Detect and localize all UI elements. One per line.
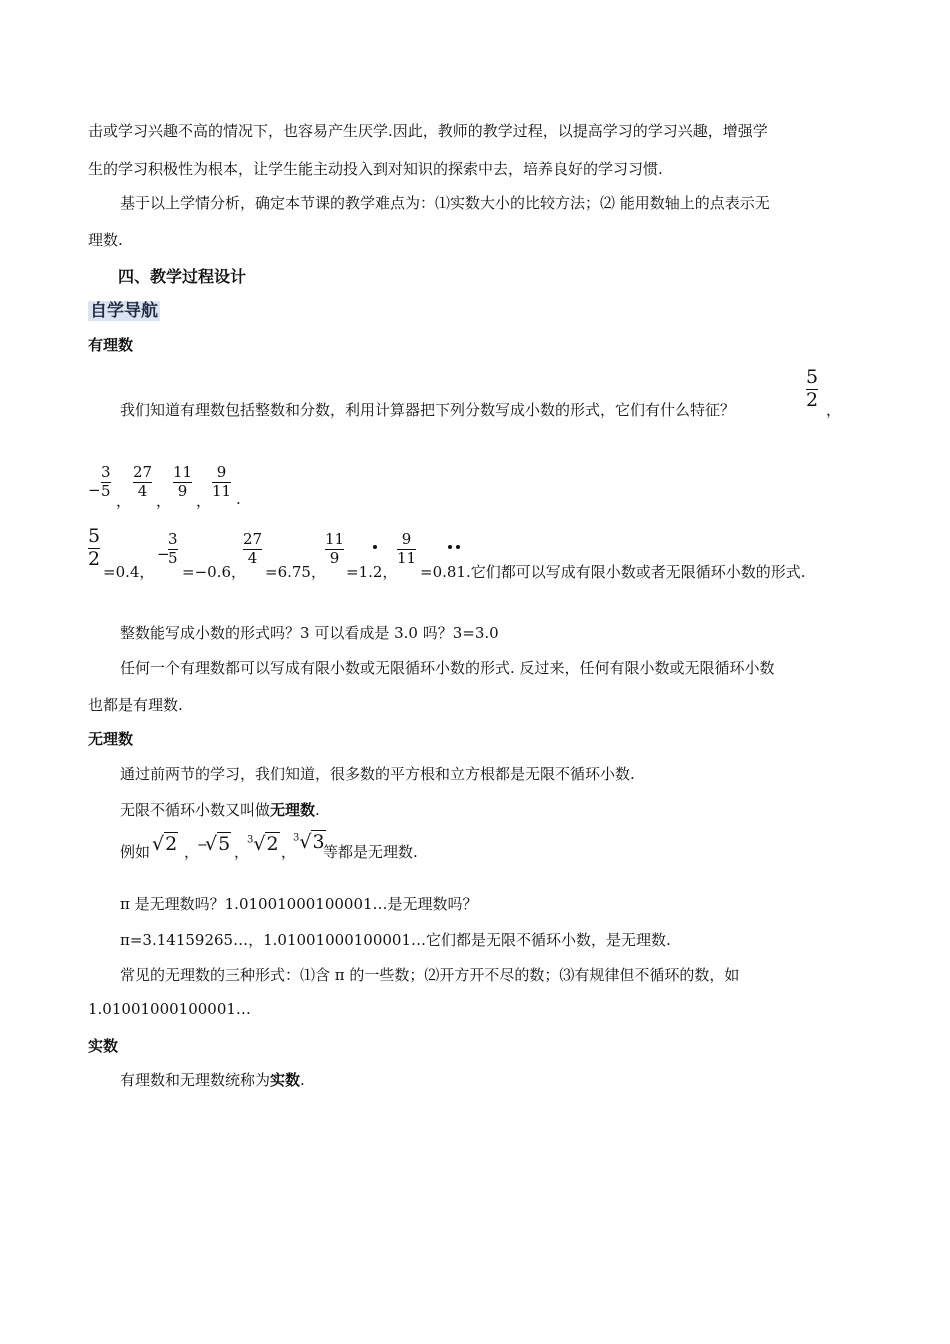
denominator: 9 (329, 548, 340, 567)
paragraph-line: 理数. (88, 231, 123, 249)
radicand: 5 (218, 833, 231, 855)
integer-question: 整数能写成小数的形式吗？3 可以看成是 3.0 吗？3=3.0 (120, 624, 499, 642)
fraction-5-2 (806, 368, 818, 411)
pi-question: π 是无理数吗？1.01001000100001…是无理数吗？ (120, 895, 478, 913)
denominator: 2 (88, 547, 101, 570)
definition-suffix: . (315, 801, 320, 819)
fraction-3-5 (101, 465, 111, 500)
result: =−0.6， (182, 563, 246, 581)
radicand: 2 (165, 833, 178, 855)
irrational-definition (120, 799, 320, 820)
fraction-5-2 (88, 527, 100, 570)
cbrt-3: $^3$√3 (293, 831, 325, 853)
root-index: 3 (293, 832, 300, 844)
fraction-3-5 (168, 532, 178, 567)
paragraph-line: 基于以上学情分析，确定本节课的教学难点为：⑴实数大小的比较方法；⑵ 能用数轴上的点表示无 (120, 194, 770, 212)
fraction-27-4 (243, 532, 262, 567)
irrational-forms: 常见的无理数的三种形式：⑴含 π 的一些数；⑵开方开不尽的数；⑶有规律但不循环的数，如 (120, 966, 740, 984)
numerator: 11 (173, 463, 193, 481)
denominator: 4 (137, 481, 148, 500)
result: =0.4， (103, 563, 155, 581)
fraction-11-9 (173, 465, 192, 500)
numerator: 3 (168, 530, 178, 548)
repeating-dot (373, 545, 377, 549)
radicand: 2 (266, 833, 279, 855)
root-index: 3 (247, 834, 254, 846)
section-heading: 四、教学过程设计 (118, 267, 247, 286)
real-term: 实数 (270, 1071, 301, 1089)
example-suffix: 等都是无理数. (323, 843, 418, 861)
denominator: 9 (177, 481, 188, 500)
real-definition (120, 1069, 305, 1090)
irrational-forms: 1.01001000100001… (88, 1000, 251, 1018)
sqrt-5: √5 (205, 833, 231, 855)
example-prefix: 例如 (120, 843, 151, 861)
separator: ， (156, 492, 172, 510)
fraction-27-4 (133, 465, 152, 500)
rational-heading: 有理数 (88, 336, 134, 354)
fraction-9-11 (397, 532, 416, 567)
repeating-dot (448, 545, 452, 549)
numerator: 11 (325, 530, 345, 548)
numerator: 9 (216, 463, 227, 481)
fraction-11-9 (325, 532, 344, 567)
highlight-heading-text: 自学导航 (90, 301, 158, 321)
separator: ， (281, 843, 297, 861)
radicand: 3 (312, 831, 325, 853)
real-prefix: 有理数和无理数统称为 (120, 1071, 271, 1089)
denominator: 11 (212, 481, 232, 500)
numerator: 3 (101, 463, 111, 481)
numerator: 5 (806, 366, 819, 388)
sqrt-2: √2 (152, 833, 178, 855)
minus-sign: − (88, 481, 101, 499)
minus-sign: − (157, 545, 170, 563)
paragraph-line: 生的学习积极性为根本，让学生能主动投入到对知识的探索中去，培养良好的学习习惯. (88, 160, 663, 178)
separator: ， (184, 843, 200, 861)
fraction-9-11 (212, 465, 231, 500)
numerator: 27 (243, 530, 263, 548)
denominator: 4 (247, 548, 258, 567)
denominator: 2 (806, 388, 819, 411)
irrational-intro: 通过前两节的学习，我们知道，很多数的平方根和立方根都是无限不循环小数. (120, 765, 635, 783)
definition-term: 无理数 (270, 801, 316, 819)
highlight-heading (88, 296, 160, 321)
numerator: 5 (88, 525, 101, 547)
definition-prefix: 无限不循环小数又叫做 (120, 801, 271, 819)
result: =0.81.它们都可以写成有限小数或者无限循环小数的形式. (420, 563, 806, 581)
period: . (236, 490, 241, 508)
numerator: 9 (401, 530, 412, 548)
repeating-dot (456, 545, 460, 549)
pi-answer: π=3.14159265…，1.01001000100001…它们都是无限不循环小数，是无理数. (120, 931, 671, 949)
rational-conclusion: 也都是有理数. (88, 696, 183, 714)
denominator: 5 (101, 481, 111, 500)
irrational-heading: 无理数 (88, 730, 134, 748)
separator: ， (116, 492, 132, 510)
paragraph-line: 击或学习兴趣不高的情况下，也容易产生厌学.因此，教师的教学过程，以提高学习的学习兴趣，增强学 (88, 122, 768, 140)
cbrt-2: $^3$√2 (247, 833, 279, 855)
denominator: 11 (397, 548, 417, 567)
real-heading: 实数 (88, 1037, 119, 1055)
numerator: 27 (133, 463, 153, 481)
result: =1.2， (346, 563, 398, 581)
minus-sign: − (197, 838, 208, 853)
rational-conclusion: 任何一个有理数都可以写成有限小数或无限循环小数的形式. 反过来，任何有限小数或无限循环小数 (120, 659, 775, 677)
separator: ， (196, 492, 212, 510)
separator: ， (826, 401, 842, 419)
result: =6.75， (265, 563, 326, 581)
separator: ， (234, 843, 250, 861)
real-suffix: . (300, 1071, 305, 1089)
rational-question: 我们知道有理数包括整数和分数，利用计算器把下列分数写成小数的形式，它们有什么特征？ (120, 401, 736, 419)
denominator: 5 (168, 548, 178, 567)
